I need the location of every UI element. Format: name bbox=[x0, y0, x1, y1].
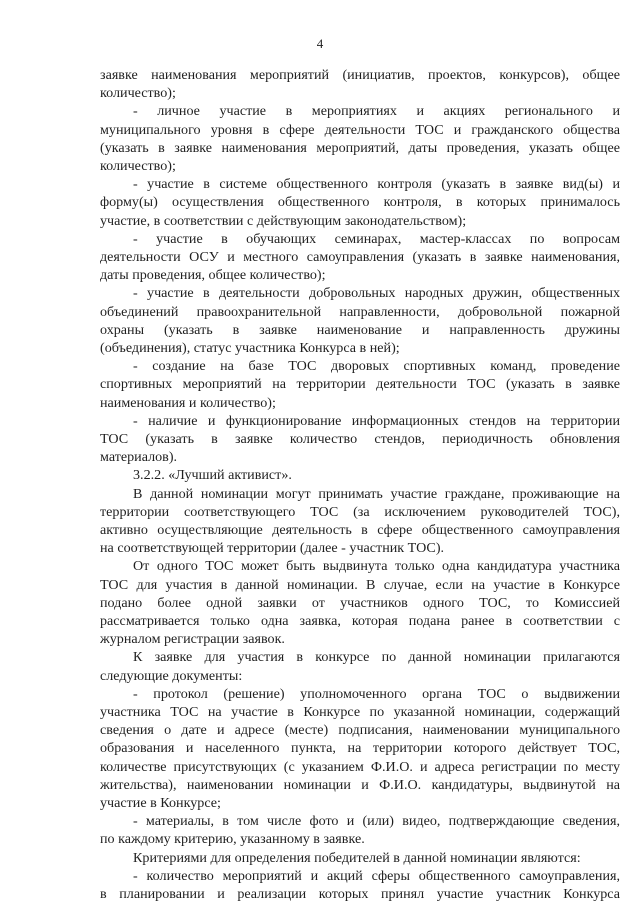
text-line: - участие в обучающих семинарах, мастер-классах по вопросам bbox=[133, 230, 620, 247]
text-line: количество); bbox=[100, 158, 176, 174]
text-line: Критериями для определения победителей в данной номинации являются: bbox=[133, 849, 581, 866]
text-line: участие в Конкурсе; bbox=[100, 795, 221, 811]
text-line: - материалы, в том числе фото и (или) видео, подтверждающие сведения, bbox=[133, 813, 620, 830]
text-line: даты проведения, общее количество); bbox=[100, 267, 326, 284]
text-line: участника ТОС на участие в Конкурсе по указанной номинации, содержащий bbox=[100, 704, 620, 720]
text-line: количество); bbox=[100, 85, 176, 102]
text-line: муниципального уровня в сфере деятельности ТОС и гражданского общества bbox=[100, 121, 620, 138]
text-line: - личное участие в мероприятиях и акциях регионального и bbox=[133, 103, 620, 120]
text-line: участие, в соответствии с действующим законодательством); bbox=[100, 212, 467, 229]
text-line: ТОС для участия в данной номинации. В случае, если на участие в Конкурсе bbox=[100, 576, 620, 593]
text-line: подано более одной заявки от участников одного ТОС, то Комиссией bbox=[100, 594, 620, 611]
text-line: форму(ы) осуществления общественного контроля, в которых принималось bbox=[100, 194, 620, 211]
text-line: территории соответствующего ТОС (за исключением руководителей ТОС), bbox=[100, 503, 620, 520]
text-line: - количество мероприятий и акций сферы общественного самоуправления, bbox=[133, 867, 620, 884]
text-line: образования и населенного пункта, на территории которого действует ТОС, bbox=[100, 740, 620, 757]
text-line: деятельности ОСУ и местного самоуправления (указать в заявке наименования, bbox=[100, 249, 620, 265]
text-line: активно осуществляющие деятельность в сфере общественного самоуправления bbox=[100, 522, 620, 538]
text-line: объединений правоохранительной направленности, добровольной пожарной bbox=[100, 303, 620, 320]
text-line: жительства), наименовании номинации и Ф.И.О. кандидатуры, выдвинутой на bbox=[100, 776, 620, 793]
text-line: наименования и количество); bbox=[100, 394, 276, 411]
text-line: рассматривается только одна заявка, которая подана ранее в соответствии с bbox=[100, 613, 620, 629]
text-line: В данной номинации могут принимать участие граждане, проживающие на bbox=[133, 485, 620, 502]
text-line: сведения о дате и адресе (месте) подписания, наименовании муниципального bbox=[100, 722, 620, 739]
text-line: - участие в системе общественного контроля (указать в заявке вид(ы) и bbox=[133, 176, 620, 193]
text-line: следующие документы: bbox=[100, 667, 243, 684]
text-line: - протокол (решение) уполномоченного органа ТОС о выдвижении bbox=[133, 685, 620, 702]
text-line: заявке наименования мероприятий (инициатив, проектов, конкурсов), общее bbox=[100, 67, 620, 83]
text-line: спортивных мероприятий на территории деятельности ТОС (указать в заявке bbox=[100, 376, 620, 393]
text-line: количестве присутствующих (с указанием Ф.И.О. и адреса регистрации по месту bbox=[100, 758, 620, 775]
text-line: материалов). bbox=[100, 449, 178, 466]
text-line: К заявке для участия в конкурсе по данной номинации прилагаются bbox=[133, 649, 620, 666]
text-line: в планировании и реализации которых принял участие участник Конкурса bbox=[100, 886, 620, 902]
text-line: на соответствующей территории (далее - участник ТОС). bbox=[100, 540, 445, 557]
text-line: (указать в заявке наименования мероприятий, даты проведения, указать общее bbox=[100, 139, 620, 156]
text-line: - участие в деятельности добровольных народных дружин, общественных bbox=[133, 285, 620, 302]
page-number: 4 bbox=[316, 36, 324, 51]
text-line: 3.2.2. «Лучший активист». bbox=[133, 467, 292, 484]
text-line: - создание на базе ТОС дворовых спортивных команд, проведение bbox=[133, 358, 620, 375]
text-line: журналом регистрации заявок. bbox=[100, 631, 285, 648]
text-line: охраны (указать в заявке наименование и направленность дружины bbox=[100, 321, 620, 338]
text-line: ТОС (указать в заявке количество стендов, периодичность обновления bbox=[100, 431, 620, 447]
text-line: по каждому критерию, указанному в заявке. bbox=[100, 831, 365, 848]
text-line: (объединения), статус участника Конкурса в ней); bbox=[100, 340, 400, 356]
text-line: От одного ТОС может быть выдвинута только одна кандидатура участника bbox=[133, 558, 620, 575]
text-line: - наличие и функционирование информационных стендов на территории bbox=[133, 412, 620, 429]
